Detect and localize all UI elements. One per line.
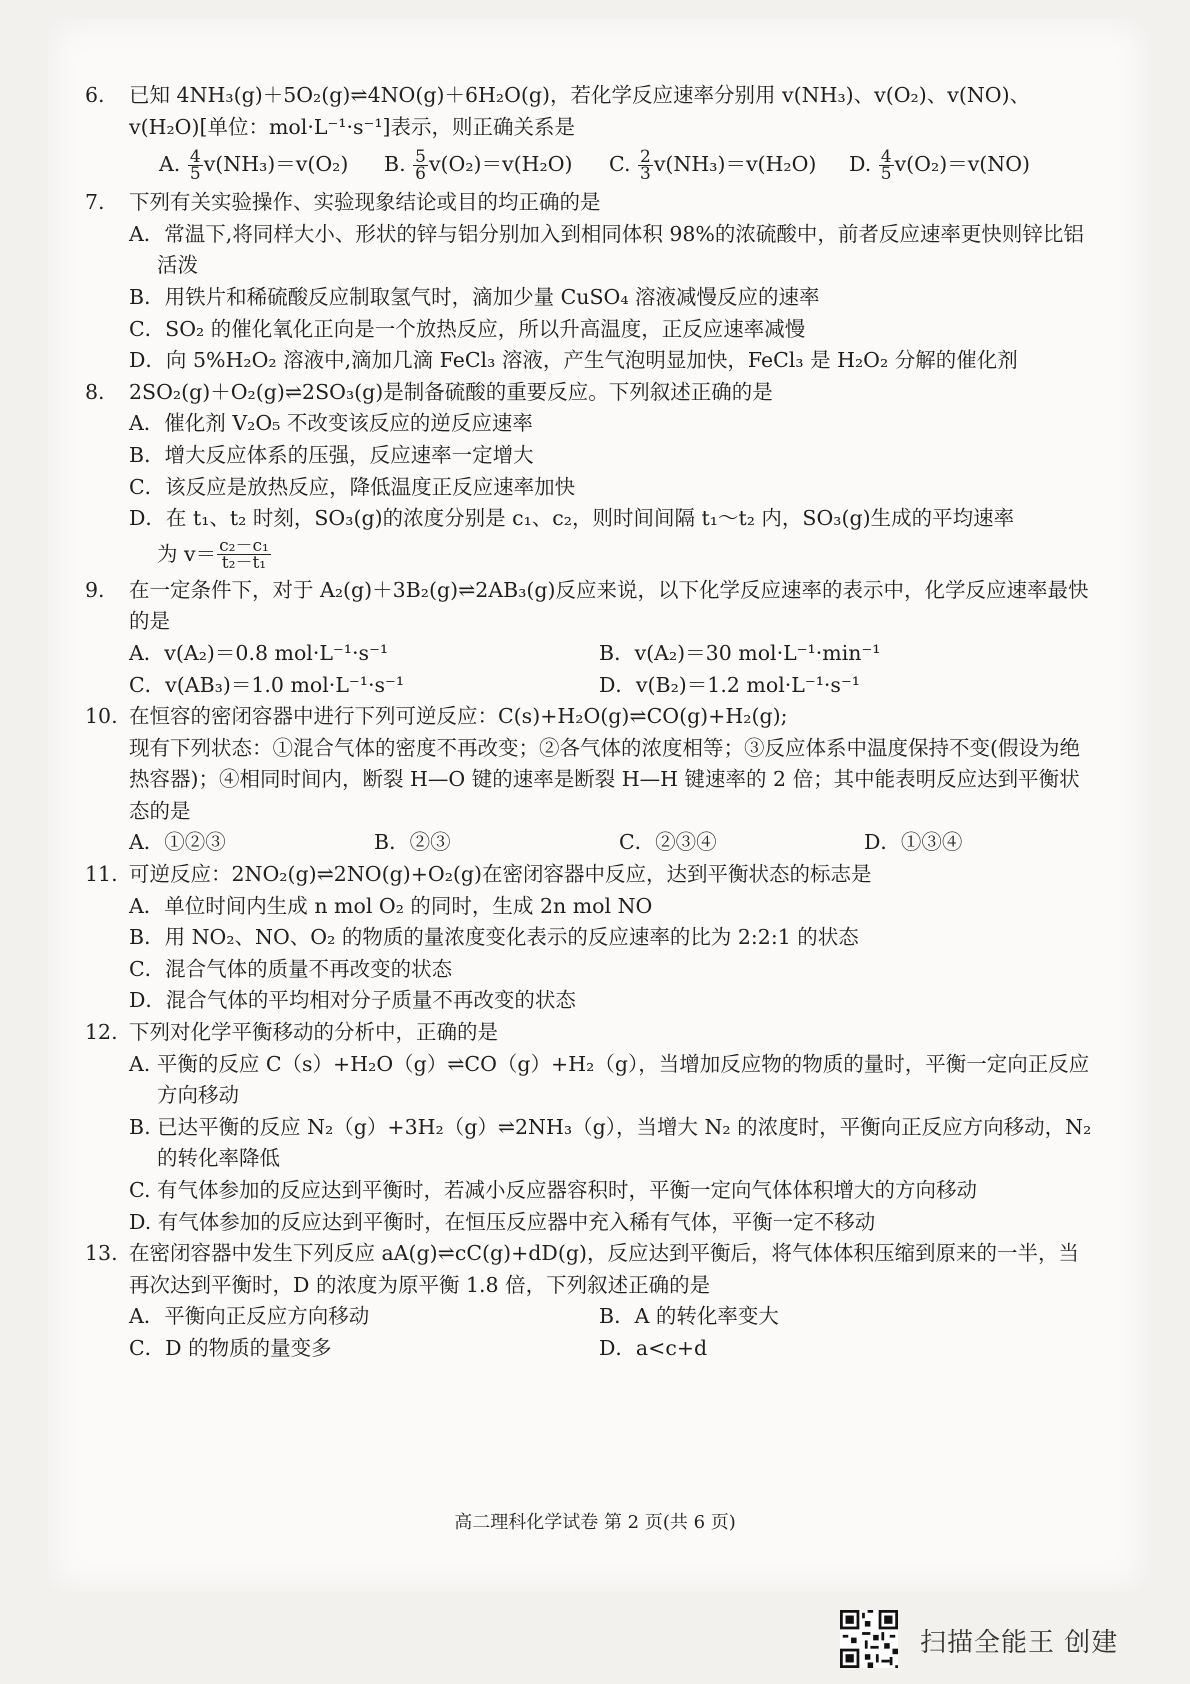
options-row <box>129 827 1095 859</box>
question-10 <box>85 701 1095 859</box>
option-label: B. <box>384 151 406 176</box>
question-12 <box>85 1017 1095 1238</box>
options-grid <box>129 1301 1095 1364</box>
question-stem: 在恒容的密闭容器中进行下列可逆反应：C(s)+H₂O(g)⇌CO(g)+H₂(g); <box>129 704 788 729</box>
page-footer: 高二理科化学试卷 第 2 页(共 6 页) <box>454 1512 736 1533</box>
option-b: B．用 NO₂、NO、O₂ 的物质的量浓度变化表示的反应速率的比为 2:2:1 的状态 <box>129 925 859 950</box>
question-stem: 在一定条件下，对于 A₂(g)＋3B₂(g)⇌2AB₃(g)反应来说，以下化学反应速率的表示中，化学反应速率最快的是 <box>129 577 1089 634</box>
option-b: B. 已达平衡的反应 N₂（g）+3H₂（g）⇌2NH₃（g），当增大 N₂ 的浓度时，平衡向正反应方向移动，N₂ 的转化率降低 <box>129 1114 1092 1171</box>
option-c: C．混合气体的质量不再改变的状态 <box>129 956 453 981</box>
option-b: B．②③ <box>374 830 451 855</box>
question-8 <box>85 377 1095 575</box>
option-a: A．催化剂 V₂O₅ 不改变该反应的逆反应速率 <box>129 411 533 436</box>
question-stem-cont: 现有下列状态：①混合气体的密度不再改变；②各气体的浓度相等；③反应体系中温度保持不变(假设为绝热容器)；④相同时间内，断裂 H—O 键的速率是断裂 H—H 键速率的 2 倍；其中能表明反应达到平衡状态的是 <box>129 735 1080 823</box>
option-b: B．增大反应体系的压强，反应速率一定增大 <box>129 442 534 467</box>
options-row <box>129 143 1095 187</box>
option-c: C．②③④ <box>619 830 717 855</box>
denominator: 5 <box>880 163 892 184</box>
option-d <box>849 146 1031 184</box>
option-c: C．该反应是放热反应，降低温度正反应速率加快 <box>129 474 576 499</box>
option-a: A．平衡向正反应方向移动 <box>129 1304 370 1329</box>
scanner-watermark <box>840 1610 1160 1670</box>
option-d: D．向 5%H₂O₂ 溶液中,滴加几滴 FeCl₃ 溶液，产生气泡明显加快，FeCl₃ 是 H₂O₂ 分解的催化剂 <box>129 348 1018 373</box>
question-7 <box>85 187 1095 377</box>
question-number: 13. <box>85 1241 118 1266</box>
option-d: D. 有气体参加的反应达到平衡时，在恒压反应器中充入稀有气体，平衡一定不移动 <box>129 1209 876 1234</box>
fraction <box>217 536 271 574</box>
option-text: v(O₂)＝v(NO) <box>894 151 1031 176</box>
question-9 <box>85 575 1095 701</box>
option-d: D．①③④ <box>864 830 963 855</box>
formula-prefix: 为 v＝ <box>157 541 217 566</box>
question-11 <box>85 859 1095 1017</box>
question-number: 11. <box>85 862 118 887</box>
option-label: D. <box>849 151 872 176</box>
option-text: v(NH₃)＝v(H₂O) <box>653 151 817 176</box>
denominator: t₂－t₁ <box>221 553 267 574</box>
option-a: A．v(A₂)＝0.8 mol·L⁻¹·s⁻¹ <box>129 640 389 665</box>
fraction <box>188 146 203 184</box>
option-b: B．A 的转化率变大 <box>599 1304 779 1329</box>
option-c: C．SO₂ 的催化氧化正向是一个放热反应，所以升高温度，正反应速率减慢 <box>129 316 806 341</box>
question-stem: 已知 4NH₃(g)＋5O₂(g)⇌4NO(g)＋6H₂O(g)，若化学反应速率分别用 v(NH₃)、v(O₂)、v(NO)、 <box>129 83 1031 107</box>
denominator: 3 <box>640 163 651 184</box>
denominator: 6 <box>415 163 426 184</box>
question-number: 10. <box>85 704 118 729</box>
option-a: A．常温下,将同样大小、形状的锌与铝分别加入到相同体积 98%的浓硫酸中，前者反应速率更快则锌比铝活泼 <box>129 221 1084 278</box>
question-number: 8. <box>85 379 105 404</box>
question-stem: 下列对化学平衡移动的分析中，正确的是 <box>129 1020 498 1045</box>
question-stem: 2SO₂(g)＋O₂(g)⇌2SO₃(g)是制备硫酸的重要反应。下列叙述正确的是 <box>129 379 773 404</box>
option-label: A. <box>159 151 181 176</box>
option-c: C. 有气体参加的反应达到平衡时，若减小反应器容积时，平衡一定向气体体积增大的方向移动 <box>129 1178 977 1202</box>
question-number: 6. <box>85 83 105 107</box>
numerator: c₂－c₁ <box>219 536 269 557</box>
option-a: A. 平衡的反应 C（s）+H₂O（g）⇌CO（g）+H₂（g），当增加反应物的物质的量时，平衡一定向正反应方向移动 <box>129 1051 1090 1108</box>
question-number: 7. <box>85 190 105 215</box>
option-c <box>609 146 849 184</box>
option-a <box>159 146 384 184</box>
qr-code-icon <box>840 1610 898 1668</box>
question-6 <box>85 80 1095 187</box>
option-c: C．v(AB₃)＝1.0 mol·L⁻¹·s⁻¹ <box>129 672 405 697</box>
option-d: D．v(B₂)＝1.2 mol·L⁻¹·s⁻¹ <box>599 672 860 697</box>
fraction <box>879 146 894 184</box>
option-b <box>384 146 609 184</box>
question-number: 12. <box>85 1020 118 1045</box>
option-d-formula <box>129 535 1095 575</box>
question-number: 9. <box>85 577 105 602</box>
option-a: A．单位时间内生成 n mol O₂ 的同时，生成 2n mol NO <box>129 893 653 918</box>
option-a: A．①②③ <box>129 830 226 855</box>
options-grid <box>129 638 1095 701</box>
option-d: D．a<c+d <box>599 1335 708 1360</box>
option-b: B．用铁片和稀硫酸反应制取氢气时，滴加少量 CuSO₄ 溶液减慢反应的速率 <box>129 284 820 309</box>
option-d: D．混合气体的平均相对分子质量不再改变的状态 <box>129 988 576 1013</box>
numerator: 4 <box>189 146 201 167</box>
question-13 <box>85 1238 1095 1364</box>
question-stem: 下列有关实验操作、实验现象结论或目的均正确的是 <box>129 190 601 215</box>
fraction <box>413 146 428 184</box>
option-b: B．v(A₂)＝30 mol·L⁻¹·min⁻¹ <box>599 640 881 665</box>
question-stem: 可逆反应：2NO₂(g)⇌2NO(g)+O₂(g)在密闭容器中反应，达到平衡状态的标志是 <box>129 862 872 887</box>
fraction <box>638 146 653 184</box>
question-list <box>85 80 1095 1365</box>
option-d: D．在 t₁、t₂ 时刻，SO₃(g)的浓度分别是 c₁、c₂，则时间间隔 t₁～t₂ 内，SO₃(g)生成的平均速率 <box>129 506 1015 531</box>
question-stem: 在密闭容器中发生下列反应 aA(g)⇌cC(g)+dD(g)，反应达到平衡后，将气体体积压缩到原来的一半，当再次达到平衡时，D 的浓度为原平衡 1.8 倍，下列叙述正确的是 <box>129 1241 1079 1297</box>
scanner-brand-label: 扫描全能王 创建 <box>920 1628 1119 1658</box>
option-text: v(O₂)＝v(H₂O) <box>428 151 573 176</box>
numerator: 2 <box>640 146 651 167</box>
option-label: C. <box>609 151 631 176</box>
numerator: 5 <box>415 146 426 167</box>
option-c: C．D 的物质的量变多 <box>129 1335 332 1360</box>
denominator: 5 <box>189 163 201 184</box>
option-text: v(NH₃)＝v(O₂) <box>203 151 349 176</box>
question-stem-cont: v(H₂O)[单位：mol·L⁻¹·s⁻¹]表示，则正确关系是 <box>129 114 576 139</box>
numerator: 4 <box>880 146 892 167</box>
